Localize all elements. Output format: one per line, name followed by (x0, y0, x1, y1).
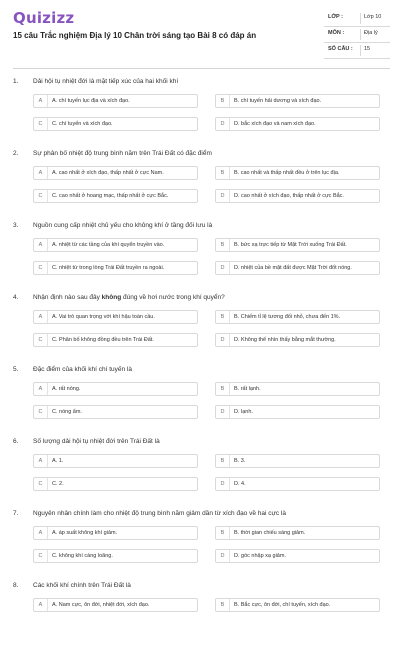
answer-option-a[interactable] (33, 454, 198, 468)
option-letter: C (34, 190, 48, 202)
option-text: D. bắc xích đạo và nam xích đạo. (234, 121, 316, 127)
option-letter: B (216, 599, 230, 611)
question-text: Đặc điểm của khối khí chí tuyến là (33, 366, 132, 373)
question-number: 7. (13, 510, 19, 517)
class-row (324, 11, 390, 27)
option-text: C. chí tuyến và xích đạo. (52, 121, 113, 127)
option-letter: C (34, 550, 48, 562)
question-2 (0, 150, 400, 222)
question-text-end: đúng về hơi nước trong khí quyển? (121, 294, 225, 301)
question-8 (0, 582, 400, 654)
answer-option-c[interactable] (33, 405, 198, 419)
option-text: B. rất lạnh. (234, 386, 261, 392)
question-text: Các khối khí chính trên Trái Đất là (33, 582, 131, 589)
option-text: A. 1. (52, 458, 64, 464)
question-5 (0, 366, 400, 438)
option-text: A. Nam cực, ôn đới, nhiệt đới, xích đạo. (52, 602, 150, 608)
answer-option-a[interactable] (33, 94, 198, 108)
question-7 (0, 510, 400, 582)
divider (360, 13, 361, 24)
answer-option-a[interactable] (33, 166, 198, 180)
question-1 (0, 78, 400, 150)
option-letter: B (216, 167, 230, 179)
option-letter: C (34, 334, 48, 346)
question-text: Nguồn cung cấp nhiệt chủ yếu cho không khí ở tầng đối lưu là (33, 222, 213, 229)
question-text: Dải hội tụ nhiệt đới là mặt tiếp xúc của hai khối khí (33, 78, 179, 85)
option-text: D. 4. (234, 481, 246, 487)
option-text: C. Phân bố không đồng đều trên Trái Đất. (52, 337, 154, 343)
subject-label: MÔN : (328, 30, 345, 36)
subject-value: Địa lý (364, 30, 378, 36)
question-number: 1. (13, 78, 19, 85)
question-text (33, 294, 383, 301)
answer-option-a[interactable] (33, 310, 198, 324)
answer-option-d[interactable] (215, 477, 380, 491)
option-letter: D (216, 334, 230, 346)
question-list (0, 78, 400, 654)
option-letter: A (34, 527, 48, 539)
option-text: D. lạnh. (234, 409, 253, 415)
option-letter: B (216, 239, 230, 251)
option-letter: A (34, 167, 48, 179)
answer-option-b[interactable] (215, 454, 380, 468)
question-6 (0, 438, 400, 510)
option-text: B. Bắc cực, ôn đới, chí tuyến, xích đạo. (234, 602, 331, 608)
option-text: A. áp suất không khí giảm. (52, 530, 118, 536)
answer-option-a[interactable] (33, 598, 198, 612)
answer-option-d[interactable] (215, 333, 380, 347)
answer-option-b[interactable] (215, 238, 380, 252)
question-text-emphasis: không (101, 294, 122, 301)
option-text: B. 3. (234, 458, 246, 464)
option-letter: D (216, 262, 230, 274)
answer-option-c[interactable] (33, 189, 198, 203)
question-text: Số lượng dải hội tụ nhiệt đới trên Trái Đất là (33, 438, 160, 445)
question-text: Sự phân bố nhiệt độ trung bình năm trên Trái Đất có đặc điểm (33, 150, 212, 157)
option-text: C. 2. (52, 481, 64, 487)
answer-option-c[interactable] (33, 261, 198, 275)
question-3 (0, 222, 400, 294)
option-text: C. cao nhất ở hoang mạc, thấp nhất ở cực Bắc. (52, 193, 169, 199)
option-text: D. Không thể nhìn thấy bằng mắt thường. (234, 337, 336, 343)
divider (360, 29, 361, 40)
answer-option-c[interactable] (33, 117, 198, 131)
answer-option-c[interactable] (33, 477, 198, 491)
question-number: 5. (13, 366, 19, 373)
answer-option-d[interactable] (215, 261, 380, 275)
header (0, 0, 400, 62)
answer-option-b[interactable] (215, 526, 380, 540)
option-text: D. cao nhất ở xích đạo, thấp nhất ở cực Bắc. (234, 193, 344, 199)
class-label: LỚP : (328, 14, 343, 20)
option-letter: A (34, 455, 48, 467)
option-letter: B (216, 383, 230, 395)
answer-option-b[interactable] (215, 598, 380, 612)
question-number: 8. (13, 582, 19, 589)
option-letter: A (34, 239, 48, 251)
answer-option-b[interactable] (215, 310, 380, 324)
question-number: 3. (13, 222, 19, 229)
option-letter: B (216, 455, 230, 467)
option-letter: C (34, 118, 48, 130)
question-4 (0, 294, 400, 366)
option-letter: A (34, 311, 48, 323)
answer-option-a[interactable] (33, 238, 198, 252)
option-letter: B (216, 311, 230, 323)
option-text: B. Chiếm tỉ lệ tương đối nhỏ, chưa đến 1%. (234, 314, 341, 320)
option-text: C. nóng ẩm. (52, 409, 82, 415)
answer-option-a[interactable] (33, 526, 198, 540)
option-letter: B (216, 95, 230, 107)
option-letter: A (34, 599, 48, 611)
option-letter: D (216, 478, 230, 490)
option-text: D. góc nhập xạ giảm. (234, 553, 286, 559)
option-letter: A (34, 95, 48, 107)
option-letter: A (34, 383, 48, 395)
answer-option-d[interactable] (215, 117, 380, 131)
answer-option-b[interactable] (215, 382, 380, 396)
answer-option-d[interactable] (215, 405, 380, 419)
option-text: B. cao nhất và thấp nhất đều ở trên lục địa. (234, 170, 340, 176)
option-text: A. chí tuyến lục địa và xích đạo. (52, 98, 130, 104)
option-letter: C (34, 478, 48, 490)
option-text: B. bức xạ trực tiếp từ Mặt Trời xuống Trái Đất. (234, 242, 347, 248)
option-text: B. chí tuyến hải dương và xích đạo. (234, 98, 322, 104)
question-count-label: SỐ CÂU : (328, 46, 353, 52)
option-text: A. Vai trò quan trọng với khí hậu toàn cầu. (52, 314, 155, 320)
subject-row (324, 27, 390, 43)
option-letter: B (216, 527, 230, 539)
option-letter: C (34, 406, 48, 418)
option-text: A. nhiệt từ các tầng của khí quyển truyền vào. (52, 242, 165, 248)
answer-option-c[interactable] (33, 549, 198, 563)
option-letter: D (216, 406, 230, 418)
question-number: 4. (13, 294, 19, 301)
quizizz-logo: Quizizz (13, 9, 75, 27)
option-letter: D (216, 550, 230, 562)
answer-option-d[interactable] (215, 549, 380, 563)
option-text: A. cao nhất ở xích đạo, thấp nhất ở cực Nam. (52, 170, 164, 176)
question-number: 6. (13, 438, 19, 445)
option-text: A. rất nóng. (52, 386, 81, 392)
question-number: 2. (13, 150, 19, 157)
page-title: 15 câu Trắc nghiệm Địa lý 10 Chân trời sáng tạo Bài 8 có đáp án (13, 31, 257, 40)
answer-option-b[interactable] (215, 94, 380, 108)
header-divider (13, 68, 390, 69)
option-letter: C (34, 262, 48, 274)
answer-option-a[interactable] (33, 382, 198, 396)
question-text: Nguyên nhân chính làm cho nhiệt độ trung bình năm giảm dần từ xích đạo về hai cực là (33, 510, 286, 517)
option-text: C. không khí càng loãng. (52, 553, 113, 559)
answer-option-b[interactable] (215, 166, 380, 180)
class-value: Lớp 10 (364, 14, 382, 20)
option-letter: D (216, 118, 230, 130)
question-count-row (324, 43, 390, 59)
question-text-start: Nhận định nào sau đây (33, 294, 102, 301)
answer-option-c[interactable] (33, 333, 198, 347)
question-count-value: 15 (364, 46, 371, 52)
option-text: B. thời gian chiếu sáng giảm. (234, 530, 306, 536)
answer-option-d[interactable] (215, 189, 380, 203)
option-text: D. nhiệt của bề mặt đất được Mặt Trời đốt nóng. (234, 265, 352, 271)
option-text: C. nhiệt từ trong lòng Trái Đất truyền ra ngoài. (52, 265, 165, 271)
info-box (324, 11, 390, 59)
divider (360, 45, 361, 56)
option-letter: D (216, 190, 230, 202)
